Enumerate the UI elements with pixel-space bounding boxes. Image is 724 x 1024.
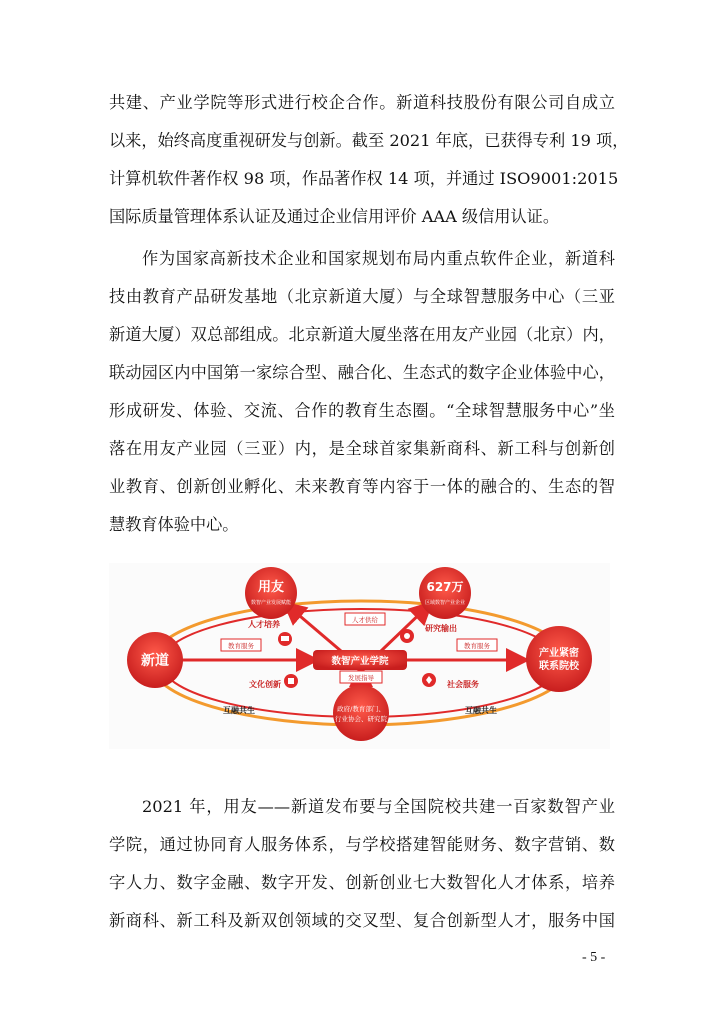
node-gov-associations [333,685,389,741]
text-line: 慧教育体验中心。 [109,515,239,534]
diagram-svg [109,563,610,749]
label-talent-cultivation: 人才培养 [248,620,280,629]
text-line: 国际质量管理体系认证及通过企业信用评价 AAA 级信用认证。 [109,207,560,226]
label-social-service: 社会服务 [447,680,479,689]
tag-dev-guidance: 发展指导 [348,674,374,682]
tag-talent-supply: 人才供给 [352,616,378,624]
paragraph-1 [109,84,629,236]
text-line: 业教育、创新创业孵化、未来教育等内容于一体的融合的、生态的智 [109,477,615,496]
text-line: 形成研发、体验、交流、合作的教育生态圈。“全球智慧服务中心”坐 [109,401,615,420]
node-627w-label: 627万 [426,580,464,594]
text-line: 2021 年，用友——新道发布要与全国院校共建一百家数智产业 [142,797,615,816]
node-yonyou-label: 用友 [257,580,285,595]
text-line: 共建、产业学院等形式进行校企合作。新道科技股份有限公司自成立 [109,93,615,112]
node-gov-line2: 行业协会、研究院 [335,715,387,723]
text-line: 落在用友产业园（三亚）内，是全球首家集新商科、新工科与创新创 [109,439,615,458]
paragraph-2 [109,240,615,544]
label-research-output: 研究输出 [425,624,457,633]
center-label: 数智产业学院 [331,656,389,667]
text-line: 技由教育产品研发基地（北京新道大厦）与全球智慧服务中心（三亚 [109,287,615,306]
node-partner-colleges [526,626,592,692]
arrow-center-to-yonyou [287,605,341,651]
page-number: - 5 - [582,950,606,965]
node-gov-line1: 政府/教育部门、 [337,705,385,713]
paragraph-3 [109,788,615,940]
arrow-center-to-627w [381,605,429,651]
node-627w-sub: 区域数智产业企业 [424,600,466,606]
text-line: 新道大厦）双总部组成。北京新道大厦坐落在用友产业园（北京）内， [109,325,615,344]
text-line: 学院，通过协同育人服务体系，与学校搭建智能财务、数字营销、数 [109,835,615,854]
talent-icon-glyph [281,636,289,641]
text-line: 联动园区内中国第一家综合型、融合化、生态式的数字企业体验中心， [109,363,615,382]
industry-college-diagram [109,563,610,749]
node-partner-line1: 产业紧密 [539,648,579,659]
node-partner-line2: 联系院校 [539,661,579,672]
culture-icon-glyph [288,678,294,684]
text-line: 字人力、数字金融、数字开发、创新创业七大数智化人才体系，培养 [109,873,615,892]
node-yonyou-sub: 数智产业发展赋能 [250,600,292,606]
label-mutual-right: 互融共生 [465,706,497,715]
text-line: 作为国家高新技术企业和国家规划布局内重点软件企业，新道科 [142,249,615,268]
label-mutual-left: 互融共生 [223,706,255,715]
research-icon-glyph [404,633,410,639]
tag-edu-service-left: 教育服务 [228,642,254,650]
tag-edu-service-right: 教育服务 [464,642,490,650]
text-line: 以来，始终高度重视研发与创新。截至 2021 年底，已获得专利 19 项， [109,131,629,150]
label-culture-innovation: 文化创新 [249,680,281,689]
text-line: 计算机软件著作权 98 项，作品著作权 14 项，并通过 ISO9001:2015 [109,169,619,188]
node-xindao-label: 新道 [141,653,169,669]
text-line: 新商科、新工科及新双创领域的交叉型、复合创新型人才，服务中国 [109,911,615,930]
